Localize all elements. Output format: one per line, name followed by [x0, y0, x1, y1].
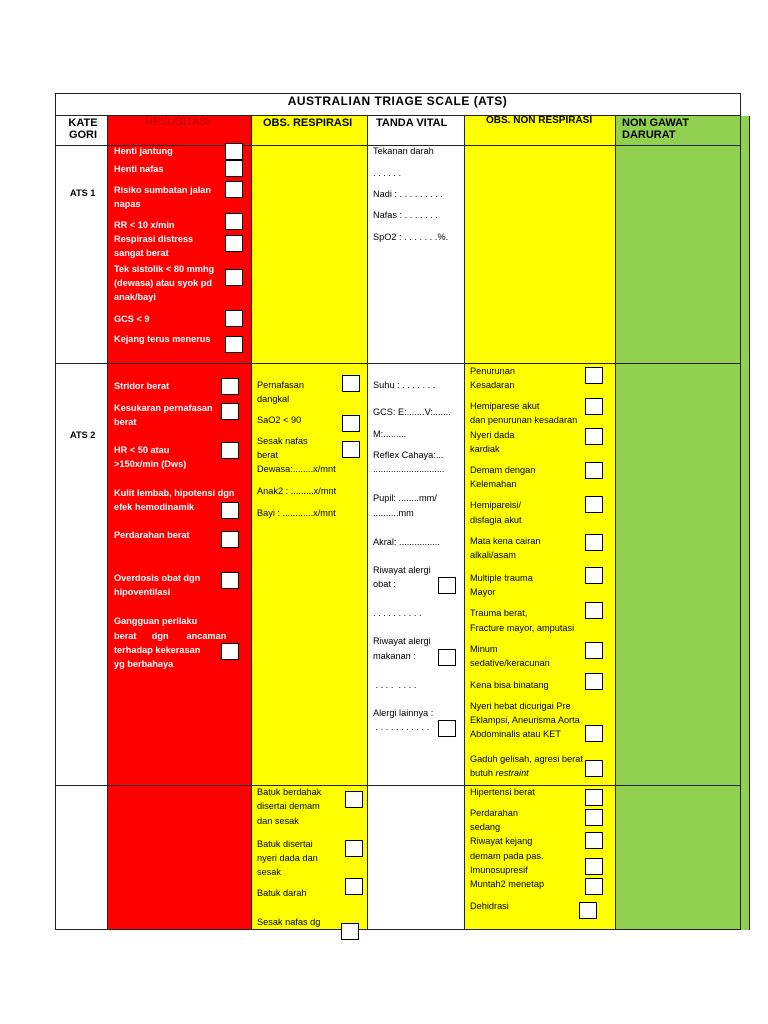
ats3-respirasi-item: Sesak nafas dg — [257, 917, 321, 927]
ats2-resus-item: Overdosis obat dgn — [114, 573, 201, 583]
ats2-nonresp-item: Hemiparese akut — [470, 401, 540, 411]
ats2-vital-item: Riwayat alergi — [373, 565, 431, 575]
ats2-respirasi-item: Dewasa:........x/mnt — [257, 464, 336, 474]
ats2-resus-item: berat dgn ancaman — [114, 631, 227, 641]
ats2-resus-checkbox[interactable] — [221, 531, 239, 548]
ats2-respirasi-item: Pernafasan — [257, 380, 304, 390]
ats2-nonresp-checkbox[interactable] — [585, 642, 603, 659]
ats2-resus-item: hipoventilasi — [114, 587, 171, 597]
ats2-resus-item: Perdarahan berat — [114, 530, 190, 540]
ats2-nonresp-item: Eklampsi, Aneurisma Aorta — [470, 715, 580, 725]
ats2-nonresp-checkbox[interactable] — [585, 602, 603, 619]
ats1-resus-checkbox[interactable] — [225, 336, 243, 353]
ats2-vital-item: Reflex Cahaya:... — [373, 450, 444, 460]
ats1-resus-checkbox[interactable] — [225, 310, 243, 327]
ats2-resus-checkbox[interactable] — [221, 442, 239, 459]
ats2-nonresp-item: Mayor — [470, 587, 496, 597]
ats2-vital-item: . . . . . . . . — [373, 680, 417, 690]
ats2-respirasi-checkbox[interactable] — [342, 415, 360, 432]
ats1-resus-item: sangat berat — [114, 248, 169, 258]
ats2-resus-item: Stridor berat — [114, 381, 170, 391]
ats3-respirasi-item: Batuk berdahak — [257, 787, 322, 797]
ats2-nonresp-item: alkali/asam — [470, 550, 516, 560]
ats2-nonresp-item: sedative/keracunan — [470, 658, 550, 668]
ats2-resus-checkbox[interactable] — [221, 403, 239, 420]
ats2-vital-item: ............................ — [373, 464, 445, 474]
ats1-resus-item: Risiko sumbatan jalan — [114, 185, 212, 195]
ats2-nonresp-checkbox[interactable] — [585, 462, 603, 479]
ats2-vital-item: Alergi lainnya : — [373, 708, 434, 718]
ats3-nonresp-item: Imunosupresif — [470, 865, 528, 875]
header-tanda-vital: TANDA VITAL — [376, 117, 448, 129]
ats2-nonresp-checkbox[interactable] — [585, 760, 603, 777]
ats2-nonresp-item: disfagia akut — [470, 515, 522, 525]
ats2-nonresp-item: Hemipareisi/ — [470, 500, 522, 510]
ats2-nonresp-item: Multiple trauma — [470, 573, 533, 583]
ats2-resus-item: >150x/min (Dws) — [114, 459, 187, 469]
ats3-nonresp-checkbox[interactable] — [585, 832, 603, 849]
header-kategori: KATE GORI — [68, 117, 98, 141]
ats2-nonresp-item: Fracture mayor, amputasi — [470, 623, 575, 633]
ats3-nonresp-checkbox[interactable] — [585, 878, 603, 895]
ats2-vital-item: Akral: ................ — [373, 537, 440, 547]
ats2-resus-item: berat — [114, 417, 137, 427]
ats2-nonresp-item: Trauma berat, — [470, 608, 528, 618]
ats3-respirasi-item: nyeri dada dan — [257, 853, 318, 863]
ats2-resus-item: yg berbahaya — [114, 659, 174, 669]
header-resusitasi: RESUSITASI — [145, 116, 210, 128]
ats3-nonresp-item: Muntah2 menetap — [470, 879, 545, 889]
ats2-nonresp-item: Kesadaran — [470, 380, 515, 390]
ats2-vital-item: Suhu : . . . . . . . — [373, 380, 436, 390]
ats2-vital-checkbox[interactable] — [438, 720, 456, 737]
ats2-respirasi-item: berat — [257, 450, 278, 460]
ats2-vital-item: makanan : — [373, 651, 416, 661]
ats3-nonresp-item: Riwayat kejang — [470, 836, 533, 846]
ats2-vital-item: GCS: E:.......V:....... — [373, 407, 451, 417]
ats2-respirasi-item: SaO2 < 90 — [257, 415, 302, 425]
ats2-label: ATS 2 — [70, 430, 96, 440]
header-obs-non-respirasi: OBS. NON RESPIRASI — [486, 115, 593, 126]
ats3-nonresp-item: Dehidrasi — [470, 901, 509, 911]
ats2-vital-checkbox[interactable] — [438, 577, 456, 594]
ats1-resus-item: anak/bayi — [114, 292, 156, 302]
ats2-vital-item: . . . . . . . . . . — [373, 608, 422, 618]
ats1-vital-item: Tekanan darah — [373, 146, 434, 156]
ats1-vital-item: Nafas : . . . . . . . — [373, 210, 438, 220]
ats3-nonresp-item: sedang — [470, 822, 501, 832]
ats1-resus-item: GCS < 9 — [114, 314, 150, 324]
ats2-nonresp-checkbox[interactable] — [585, 367, 603, 384]
ats2-resus-checkbox[interactable] — [221, 643, 239, 660]
ats3-respirasi-item: Batuk darah — [257, 888, 307, 898]
ats2-respirasi-item: Bayi : ............x/mnt — [257, 508, 336, 518]
ats2-resus-item: Kesukaran pernafasan — [114, 403, 213, 413]
ats1-resus-checkbox[interactable] — [225, 143, 243, 160]
ats3-nonresp-item: Hipertensi berat — [470, 787, 535, 797]
ats3-respirasi-item: Batuk disertai — [257, 839, 313, 849]
ats2-resus-checkbox[interactable] — [221, 502, 239, 519]
ats2-vital-item: obat : — [373, 579, 396, 589]
ats2-nonresp-item: Nyeri hebat dicurigai Pre — [470, 701, 571, 711]
ats2-nonresp-checkbox[interactable] — [585, 398, 603, 415]
header-obs-respirasi: OBS. RESPIRASI — [263, 117, 353, 129]
ats1-resus-item: Tek sistolik < 80 mmhg — [114, 264, 215, 274]
ats3-respirasi-checkbox[interactable] — [345, 791, 363, 808]
ats3-nonresp-checkbox[interactable] — [585, 809, 603, 826]
ats2-nonresp-item: Kena bisa binatang — [470, 680, 549, 690]
ats2-nonresp-item: Gaduh gelisah, agresi berat — [470, 754, 583, 764]
ats2-vital-item: . . . . . . . . . . . — [373, 722, 430, 732]
ats2-resus-item: HR < 50 atau — [114, 445, 170, 455]
ats3-respirasi-item: dan sesak — [257, 816, 299, 826]
ats2-vital-item: Pupil: ........mm/ — [373, 493, 437, 503]
ats1-resus-item: Henti jantung — [114, 146, 173, 156]
ats2-nonresp-item: Mata kena cairan — [470, 536, 541, 546]
ats1-resus-checkbox[interactable] — [225, 235, 243, 252]
ats2-nonresp-item: Abdominalis atau KET — [470, 729, 561, 739]
ats2-nonresp-checkbox[interactable] — [585, 496, 603, 513]
ats2-nonresp-item: kardiak — [470, 444, 500, 454]
ats1-resus-item: (dewasa) atau syok pd — [114, 278, 213, 288]
ats1-resus-checkbox[interactable] — [225, 269, 243, 286]
ats2-resus-checkbox[interactable] — [221, 378, 239, 395]
ats3-nonresp-item: Perdarahan — [470, 808, 519, 818]
ats1-resus-item: RR < 10 x/min — [114, 220, 175, 230]
ats2-respirasi-checkbox[interactable] — [342, 441, 360, 458]
ats2-nonresp-checkbox[interactable] — [585, 673, 603, 690]
ats1-resus-item: Respirasi distress — [114, 234, 194, 244]
ats3-respirasi-item: sesak — [257, 867, 282, 877]
ats3-nonresp-checkbox[interactable] — [579, 902, 597, 919]
ats1-vital-item: . . . . . . — [373, 168, 402, 178]
ats2-respirasi-checkbox[interactable] — [342, 375, 360, 392]
ats2-nonresp-item: Kelemahan — [470, 479, 517, 489]
ats1-resus-checkbox[interactable] — [225, 213, 243, 230]
ats1-resus-item: Kejang terus menerus — [114, 334, 211, 344]
ats2-resus-item: efek hemodinamik — [114, 502, 195, 512]
ats2-nonresp-item: butuh restraint — [470, 768, 529, 778]
ats3-nonresp-checkbox[interactable] — [585, 789, 603, 806]
ats2-nonresp-item: Nyeri dada — [470, 430, 515, 440]
ats1-resus-checkbox[interactable] — [225, 160, 243, 177]
ats2-nonresp-checkbox[interactable] — [585, 725, 603, 742]
ats3-respirasi-item: disertai demam — [257, 801, 320, 811]
ats3-respirasi-checkbox[interactable] — [345, 840, 363, 857]
ats1-vital-item: SpO2 : . . . . . . .%. — [373, 232, 449, 242]
ats2-respirasi-item: Sesak nafas — [257, 436, 308, 446]
ats1-resus-checkbox[interactable] — [225, 181, 243, 198]
ats3-respirasi-checkbox[interactable] — [341, 923, 359, 940]
ats2-resus-item: terhadap kekerasan — [114, 645, 201, 655]
ats2-respirasi-item: dangkal — [257, 394, 290, 404]
ats1-resus-item: napas — [114, 199, 141, 209]
header-non-gawat-darurat: NON GAWAT DARURAT — [622, 117, 690, 141]
ats2-resus-checkbox[interactable] — [221, 572, 239, 589]
ats2-vital-item: ..........mm — [373, 508, 414, 518]
ats2-nonresp-item: Minum — [470, 644, 498, 654]
ats2-nonresp-item: Penurunan — [470, 366, 515, 376]
ats2-nonresp-checkbox[interactable] — [585, 567, 603, 584]
page-title: AUSTRALIAN TRIAGE SCALE (ATS) — [287, 94, 508, 108]
non-gawat-column-bg — [615, 116, 750, 930]
ats3-respirasi-checkbox[interactable] — [345, 878, 363, 895]
ats1-vital-item: Nadi : . . . . . . . . . — [373, 189, 443, 199]
ats2-nonresp-item: dan penurunan kesadaran — [470, 415, 578, 425]
ats2-resus-item: Kulit lembab, hipotensi dgn — [114, 488, 235, 498]
ats2-resus-item: Gangguan perilaku — [114, 616, 198, 626]
ats2-nonresp-checkbox[interactable] — [585, 534, 603, 551]
ats2-respirasi-item: Anak2 : .........x/mnt — [257, 486, 337, 496]
ats2-nonresp-checkbox[interactable] — [585, 428, 603, 445]
ats1-resus-item: Henti nafas — [114, 164, 164, 174]
ats3-nonresp-item: demam pada pas. — [470, 851, 544, 861]
ats2-vital-item: Riwayat alergi — [373, 636, 431, 646]
ats2-vital-checkbox[interactable] — [438, 649, 456, 666]
ats3-nonresp-checkbox[interactable] — [585, 858, 603, 875]
ats2-vital-item: M:......... — [373, 429, 407, 439]
ats2-nonresp-item: Demam dengan — [470, 465, 536, 475]
ats1-label: ATS 1 — [70, 188, 96, 198]
